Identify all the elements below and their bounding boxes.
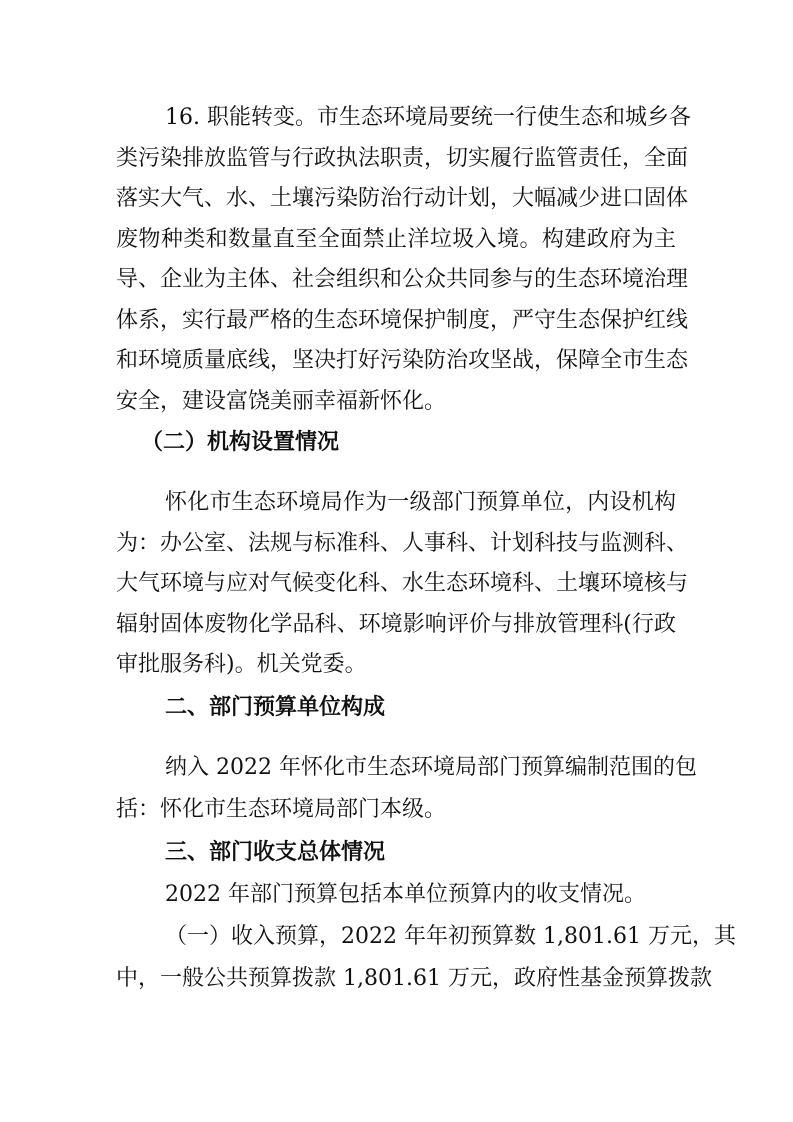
paragraph-1-line-2: 类污染排放监管与行政执法职责，切实履行监管责任，全面	[116, 146, 689, 171]
paragraph-1-line-8: 安全，建设富饶美丽幸福新怀化。	[116, 389, 447, 414]
paragraph-2-line-4: 辐射固体废物化学品科、环境影响评价与排放管理科(行政	[116, 612, 676, 637]
paragraph-2-line-2: 为：办公室、法规与标准科、人事科、计划科技与监测科、	[116, 531, 689, 556]
section-heading-income-expenditure: 三、部门收支总体情况	[165, 840, 386, 865]
paragraph-1-line-7: 和环境质量底线，坚决打好污染防治攻坚战，保障全市生态	[116, 348, 689, 373]
paragraph-1-line-6: 体系，实行最严格的生态环境保护制度，严守生态保护红线	[116, 308, 689, 333]
paragraph-2-line-5: 审批服务科)。机关党委。	[116, 652, 367, 677]
paragraph-1-line-4: 废物种类和数量直至全面禁止洋垃圾入境。构建政府为主	[116, 227, 676, 252]
section-heading-budget-units: 二、部门预算单位构成	[165, 695, 386, 720]
paragraph-1-line-3: 落实大气、水、土壤污染防治行动计划，大幅减少进口固体	[116, 186, 689, 211]
paragraph-3-line-1: 纳入 2022 年怀化市生态环境局部门预算编制范围的包	[165, 755, 697, 780]
paragraph-5-line-1: （一）收入预算，2022 年年初预算数 1,801.61 万元，其	[165, 924, 736, 949]
paragraph-5-line-2: 中，一般公共预算拨款 1,801.61 万元，政府性基金预算拨款	[116, 966, 712, 991]
paragraph-2-line-3: 大气环境与应对气候变化科、水生态环境科、土壤环境核与	[116, 571, 689, 596]
paragraph-3-line-2: 括：怀化市生态环境局部门本级。	[116, 797, 447, 822]
paragraph-2-line-1: 怀化市生态环境局作为一级部门预算单位，内设机构	[165, 490, 676, 515]
paragraph-1-line-1: 16. 职能转变。市生态环境局要统一行使生态和城乡各	[165, 105, 691, 130]
paragraph-4-line-1: 2022 年部门预算包括本单位预算内的收支情况。	[165, 882, 646, 907]
section-heading-institution-setup: （二）机构设置情况	[141, 430, 340, 455]
paragraph-1-line-5: 导、企业为主体、社会组织和公众共同参与的生态环境治理	[116, 267, 689, 292]
